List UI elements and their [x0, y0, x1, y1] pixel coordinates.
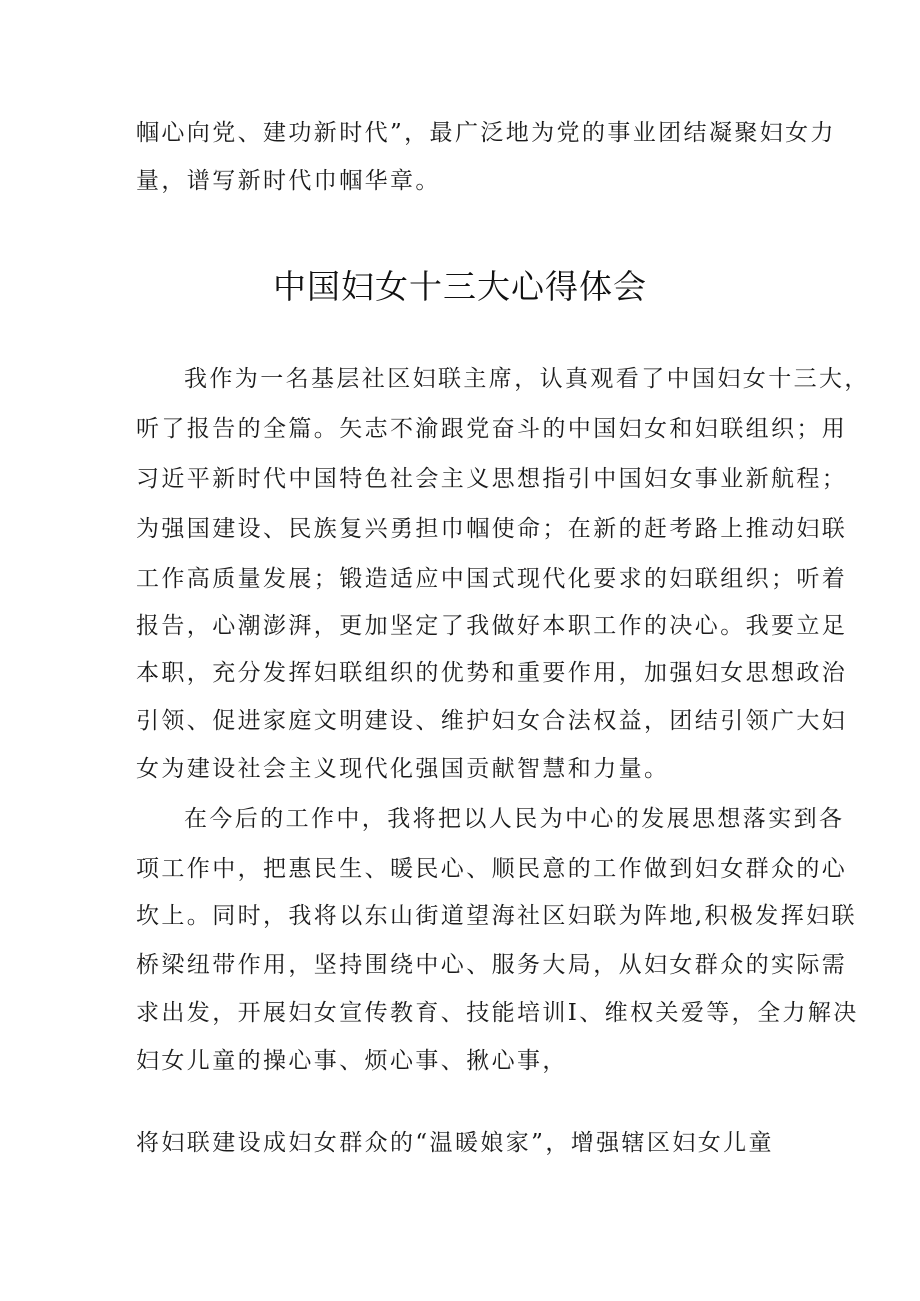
paragraph-2-line-6: 妇女儿童的操心事、烦心事、揪心事，	[136, 1048, 568, 1074]
paragraph-1-line-1: 我作为一名基层社区妇联主席，认真观看了中国妇女十三大，	[184, 366, 870, 392]
paragraph-2-line-2: 项工作中，把惠民生、暖民心、顺民意的工作做到妇女群众的心	[136, 856, 848, 882]
paragraph-1-line-5: 工作高质量发展；锻造适应中国式现代化要求的妇联组织；听着	[136, 566, 848, 592]
paragraph-1-line-3: 习近平新时代中国特色社会主义思想指引中国妇女事业新航程；	[136, 466, 848, 492]
intro-line-1: 帼心向党、建功新时代”，最广泛地为党的事业团结凝聚妇女力	[136, 120, 836, 146]
page-title: 中国妇女十三大心得体会	[273, 267, 647, 306]
paragraph-2-line-1: 在今后的工作中，我将把以人民为中心的发展思想落实到各	[184, 806, 845, 832]
paragraph-2-line-4: 桥梁纽带作用，坚持围绕中心、服务大局，从妇女群众的实际需	[136, 952, 848, 978]
paragraph-2-line-5: 求出发，开展妇女宣传教育、技能培训Ⅰ、维权关爱等，全力解决	[136, 1000, 859, 1026]
paragraph-1-line-9: 女为建设社会主义现代化强国贡献智慧和力量。	[136, 756, 670, 782]
paragraph-1-line-7: 本职，充分发挥妇联组织的优势和重要作用，加强妇女思想政治	[136, 660, 848, 686]
paragraph-2-line-3: 坎上。同时，我将以东山街道望海社区妇联为阵地,积极发挥妇联	[136, 903, 857, 929]
paragraph-1-line-4: 为强国建设、民族复兴勇担巾帼使命；在新的赶考路上推动妇联	[136, 516, 848, 542]
closing-line: 将妇联建设成妇女群众的“温暖娘家”，增强辖区妇女儿童	[136, 1130, 774, 1156]
paragraph-1-line-8: 引领、促进家庭文明建设、维护妇女合法权益，团结引领广大妇	[136, 708, 848, 734]
paragraph-1-line-2: 听了报告的全篇。矢志不渝跟党奋斗的中国妇女和妇联组织；用	[136, 416, 848, 442]
intro-line-2: 量，谱写新时代巾帼华章。	[136, 168, 441, 194]
paragraph-1-line-6: 报告，心潮澎湃，更加坚定了我做好本职工作的决心。我要立足	[136, 613, 848, 639]
